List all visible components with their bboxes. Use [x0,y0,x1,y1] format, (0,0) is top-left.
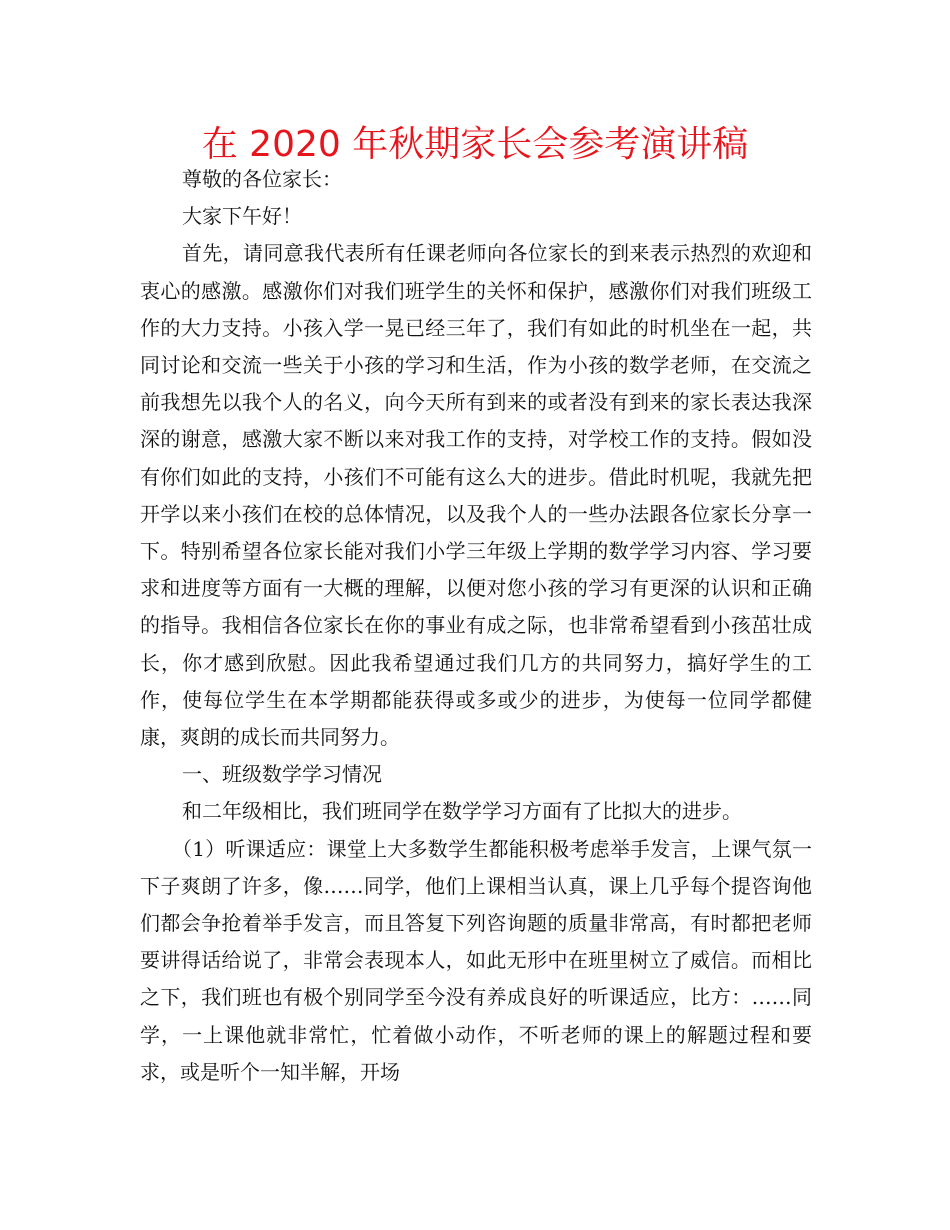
opening-paragraph: 首先，请同意我代表所有任课老师向各位家长的到来表示热烈的欢迎和衷心的感激。感激你们对我们班学生的关怀和保护，感激你们对我们班级工作的大力支持。小孩入学一晃已经三年了，我们有如此的时机坐在一起，共同讨论和交流一些关于小孩的学习和生活，作为小孩的数学老师，在交流之前我想先以我个人的名义，向今天所有到来的或者没有到来的家长表达我深深的谢意，感激大家不断以来对我工作的支持，对学校工作的支持。假如没有你们如此的支持，小孩们不可能有这么大的进步。借此时机呢，我就先把开学以来小孩们在校的总体情况，以及我个人的一些办法跟各位家长分享一下。特别希望各位家长能对我们小学三年级上学期的数学学习内容、学习要求和进度等方面有一大概的理解，以便对您小孩的学习有更深的认识和正确的指导。我相信各位家长在你的事业有成之际，也非常希望看到小孩茁壮成长，你才感到欣慰。因此我希望通过我们几方的共同努力，搞好学生的工作，使每位学生在本学期都能获得或多或少的进步，为使每一位同学都健康，爽朗的成长而共同努力。 [140,241,812,750]
document-body [140,161,812,1091]
salutation-paragraph: 尊敬的各位家长： [182,167,342,191]
document-title: 在 2020 年秋期家长会参考演讲稿 [201,124,749,165]
listening-habits-paragraph: （1）听课适应：课堂上大多数学生都能积极考虑举手发言，上课气氛一下子爽朗了许多，像……同学，他们上课相当认真，课上几乎每个提咨询他们都会争抢着举手发言，而且答复下列咨询题的质量非常高，有时都把老师要讲得话给说了，非常会表现本人，如此无形中在班里树立了威信。而相比之下，我们班也有极个别同学至今没有养成良好的听课适应，比方：……同学，一上课他就非常忙，忙着做小动作，不听老师的课上的解题过程和要求，或是听个一知半解，开场 [140,836,812,1084]
progress-paragraph: 和二年级相比，我们班同学在数学学习方面有了比拟大的进步。 [182,799,742,824]
greeting-paragraph: 大家下午好！ [182,204,302,229]
section-heading: 一、班级数学学习情况 [182,762,382,787]
